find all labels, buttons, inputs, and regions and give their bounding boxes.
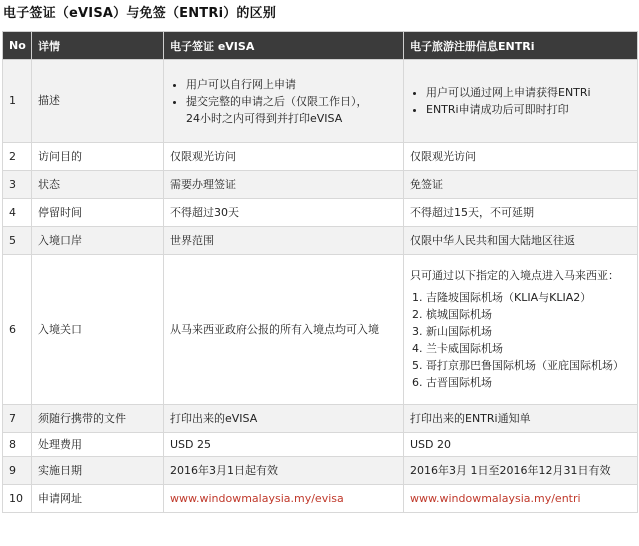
- list-item: 1. 吉隆坡国际机场（KLIA与KLIA2）: [426, 290, 631, 306]
- cell-detail: 描述: [32, 60, 164, 143]
- table-row: [3, 405, 638, 433]
- cell-entri: 免签证: [404, 171, 638, 199]
- cell-entri: [404, 255, 638, 405]
- table-row: [3, 457, 638, 485]
- header-entri: 电子旅游注册信息ENTRi: [404, 32, 638, 60]
- cell-detail: 申请网址: [32, 485, 164, 513]
- cell-no: 6: [3, 255, 32, 405]
- cell-detail: 入境口岸: [32, 227, 164, 255]
- cell-evisa: 2016年3月1日起有效: [164, 457, 404, 485]
- list-item: • 用户可以通过网上申请获得ENTRi: [426, 85, 631, 101]
- table-row: [3, 227, 638, 255]
- cell-entri: 2016年3月 1日至2016年12月31日有效: [404, 457, 638, 485]
- list-item: 4. 兰卡威国际机场: [426, 341, 631, 357]
- entri-description-list: [410, 85, 631, 118]
- header-detail: 详情: [32, 32, 164, 60]
- cell-detail: 处理费用: [32, 433, 164, 457]
- table-row: [3, 143, 638, 171]
- cell-evisa: USD 25: [164, 433, 404, 457]
- cell-no: 4: [3, 199, 32, 227]
- table-row: [3, 485, 638, 513]
- cell-no: 3: [3, 171, 32, 199]
- cell-detail: 入境关口: [32, 255, 164, 405]
- table-row: [3, 255, 638, 405]
- evisa-link[interactable]: www.windowmalaysia.my/evisa: [170, 491, 344, 505]
- cell-entri: [404, 485, 638, 513]
- cell-entri: 仅限中华人民共和国大陆地区往返: [404, 227, 638, 255]
- list-item: • 提交完整的申请之后（仅限工作日），: [186, 94, 397, 110]
- cell-entri: USD 20: [404, 433, 638, 457]
- table-row: [3, 60, 638, 143]
- cell-no: 10: [3, 485, 32, 513]
- cell-entri: [404, 60, 638, 143]
- list-item-continuation: 24小时之内可得到并打印eVISA: [186, 111, 343, 125]
- list-item: 5. 哥打京那巴鲁国际机场（亚庇国际机场）: [426, 358, 631, 374]
- cell-evisa: [164, 485, 404, 513]
- cell-evisa: 世界范围: [164, 227, 404, 255]
- comparison-table: [2, 31, 638, 513]
- cell-detail: 停留时间: [32, 199, 164, 227]
- cell-no: 1: [3, 60, 32, 143]
- list-item: • ENTRi申请成功后可即时打印: [426, 102, 631, 118]
- cell-entri: 不得超过15天，不可延期: [404, 199, 638, 227]
- cell-evisa: 不得超过30天: [164, 199, 404, 227]
- cell-evisa: 仅限观光访问: [164, 143, 404, 171]
- cell-detail: 状态: [32, 171, 164, 199]
- entry-points-intro: 只可通过以下指定的入境点进入马来西亚：: [410, 268, 619, 282]
- page-title: 电子签证（eVISA）与免签（ENTRi）的区别: [3, 6, 277, 21]
- cell-detail: 须随行携带的文件: [32, 405, 164, 433]
- list-item: 3. 新山国际机场: [426, 324, 631, 340]
- cell-entri: 仅限观光访问: [404, 143, 638, 171]
- header-no: No: [3, 32, 32, 60]
- table-row: [3, 199, 638, 227]
- cell-detail: 实施日期: [32, 457, 164, 485]
- cell-evisa: 从马来西亚政府公报的所有入境点均可入境: [164, 255, 404, 405]
- cell-no: 7: [3, 405, 32, 433]
- cell-evisa: 打印出来的eVISA: [164, 405, 404, 433]
- header-evisa: 电子签证 eVISA: [164, 32, 404, 60]
- table-row: [3, 171, 638, 199]
- entri-link[interactable]: www.windowmalaysia.my/entri: [410, 491, 581, 505]
- cell-no: 9: [3, 457, 32, 485]
- cell-evisa: 需要办理签证: [164, 171, 404, 199]
- cell-entri: 打印出来的ENTRi通知单: [404, 405, 638, 433]
- entry-points-list: [410, 290, 631, 391]
- cell-no: 2: [3, 143, 32, 171]
- table-row: [3, 433, 638, 457]
- evisa-description-list: [170, 77, 397, 110]
- cell-no: 8: [3, 433, 32, 457]
- list-item: 6. 古晋国际机场: [426, 375, 631, 391]
- cell-evisa: [164, 60, 404, 143]
- list-item: 2. 槟城国际机场: [426, 307, 631, 323]
- list-item: • 用户可以自行网上申请: [186, 77, 397, 93]
- cell-detail: 访问目的: [32, 143, 164, 171]
- table-header-row: [3, 32, 638, 60]
- cell-no: 5: [3, 227, 32, 255]
